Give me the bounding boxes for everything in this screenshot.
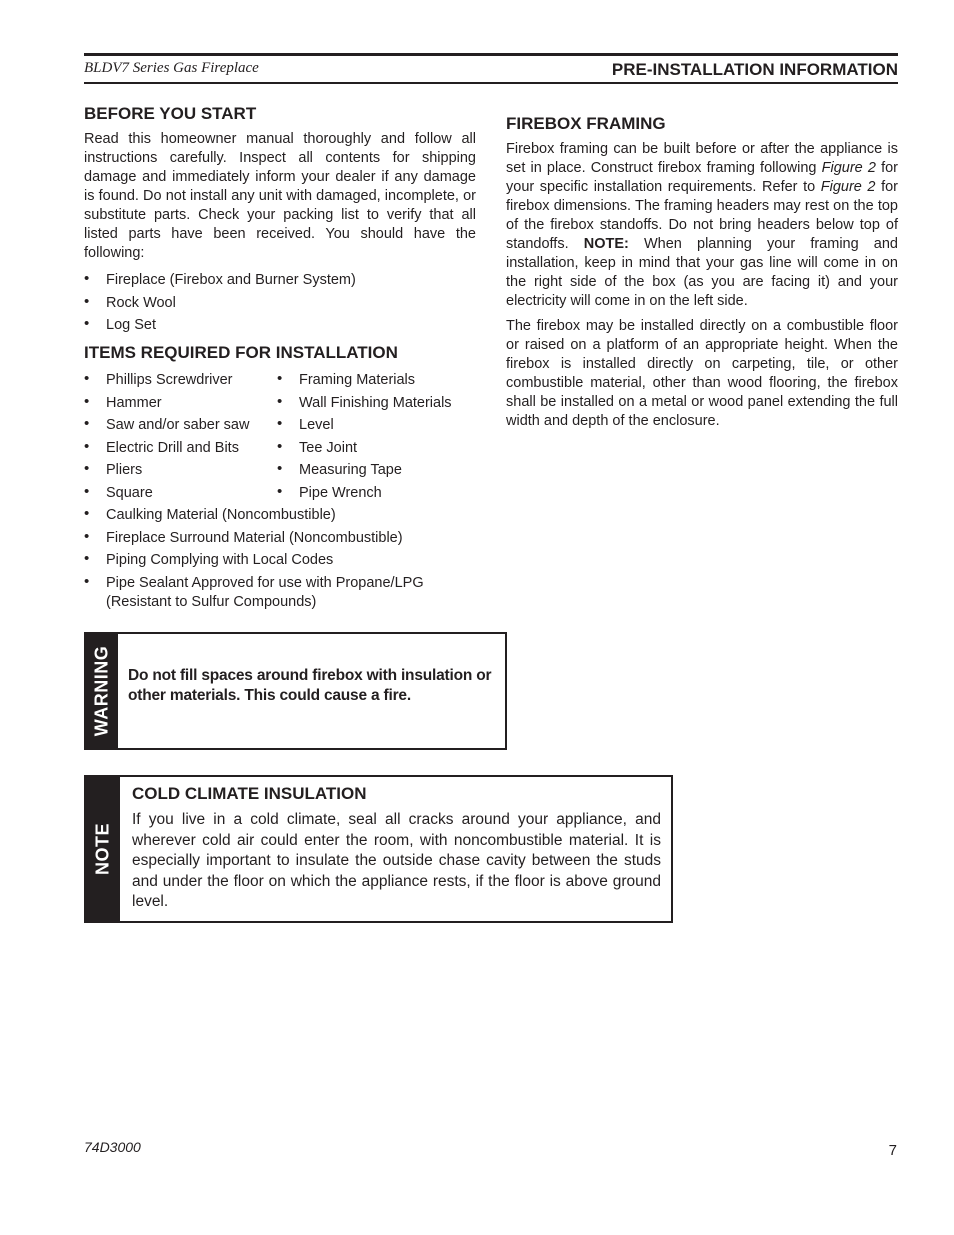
warning-side-bar: [86, 634, 118, 748]
before-you-start-heading: BEFORE YOU START: [84, 104, 257, 123]
list-item: • Log Set: [84, 316, 476, 335]
list-item: • Phillips Screwdriver: [84, 371, 277, 390]
figure-reference: Figure 2: [821, 160, 876, 176]
firebox-framing-text: [506, 140, 898, 311]
framing-text-part: When planning your framing and installation, keep in mind that your gas line will come in on the right side of the box (as you are facing it) and your electricity will come in on the left side.: [506, 236, 898, 309]
right-column: [506, 114, 898, 431]
items-required-full-list: [84, 506, 476, 612]
list-item: • Tee Joint: [277, 439, 470, 458]
list-item: • Caulking Material (Noncombustible): [84, 506, 476, 525]
framing-text-part: for firebox dimensions. The framing headers may rest on the top of the firebox standoffs. Do not bring headers below top of standoffs.: [506, 179, 898, 252]
list-item: • Pipe Wrench: [277, 484, 470, 503]
framing-text-part: Firebox framing can be built before or after the appliance is set in place. Construct firebox framing following: [506, 141, 898, 176]
figure-reference: Figure 2: [820, 179, 876, 195]
header-rule-bottom: [84, 82, 898, 84]
firebox-framing-heading: FIREBOX FRAMING: [506, 114, 666, 133]
section-title: PRE-INSTALLATION INFORMATION: [611, 60, 898, 79]
list-item: • Hammer: [84, 394, 277, 413]
list-item: • Rock Wool: [84, 294, 476, 313]
note-box: [84, 775, 673, 923]
list-item: • Wall Finishing Materials: [277, 394, 470, 413]
items-required-heading: ITEMS REQUIRED FOR INSTALLATION: [84, 343, 398, 362]
list-item: • Pipe Sealant Approved for use with Propane/LPG (Resistant to Sulfur Compounds): [84, 574, 476, 612]
warning-text: Do not fill spaces around firebox with insulation or other materials. This could cause a fire.: [128, 667, 492, 704]
before-you-start-text: Read this homeowner manual thoroughly and follow all instructions carefully. Inspect all contents for shipping damage and immediately inform your dealer if any damage is found. Do not install any unit with damaged, incomplete, or substitute parts. Check your packing list to verify that all listed parts have been received. You should have the following:: [84, 131, 476, 261]
list-item: • Fireplace (Firebox and Burner System): [84, 271, 476, 290]
left-column: [84, 104, 476, 615]
warning-box: [84, 632, 507, 750]
cold-climate-heading: COLD CLIMATE INSULATION: [132, 784, 367, 803]
firebox-floor-text: The firebox may be installed directly on a combustible floor or raised on a platform of an appropriate height. When the firebox is installed directly on carpeting, tile, or other combustible material, other than wood flooring, the firebox shall be installed on a metal or wood panel extending the full width and depth of the enclosure.: [506, 318, 898, 429]
list-item: • Square: [84, 484, 277, 503]
document-number: 74D3000: [84, 1139, 141, 1155]
manual-series-title: BLDV7 Series Gas Fireplace: [84, 60, 259, 76]
items-required-col2: [277, 371, 470, 506]
list-item: • Saw and/or saber saw: [84, 416, 277, 435]
framing-text-part: for your specific installation requirements. Refer to: [506, 160, 898, 195]
list-item: • Pliers: [84, 461, 277, 480]
warning-label: WARNING: [91, 645, 112, 737]
header-rule-top: [84, 53, 898, 56]
note-side-bar: [86, 777, 120, 921]
items-required-col1: [84, 371, 277, 506]
note-label: NOTE: [92, 822, 113, 876]
items-required-grid: [84, 371, 476, 506]
list-item: • Framing Materials: [277, 371, 470, 390]
note-label: NOTE:: [583, 236, 629, 252]
list-item: • Piping Complying with Local Codes: [84, 551, 476, 570]
list-item: • Electric Drill and Bits: [84, 439, 277, 458]
list-item: • Level: [277, 416, 470, 435]
page-number: 7: [888, 1142, 897, 1159]
list-item: • Fireplace Surround Material (Noncombustible): [84, 529, 476, 548]
list-item: • Measuring Tape: [277, 461, 470, 480]
cold-climate-text: If you live in a cold climate, seal all cracks around your appliance, and wherever cold air could enter the room, with noncombustible material. It is especially important to insulate the outside chase cavity between the studs and under the floor on which the appliance rests, if the floor is above ground level.: [132, 811, 661, 910]
package-contents-list: [84, 271, 476, 335]
